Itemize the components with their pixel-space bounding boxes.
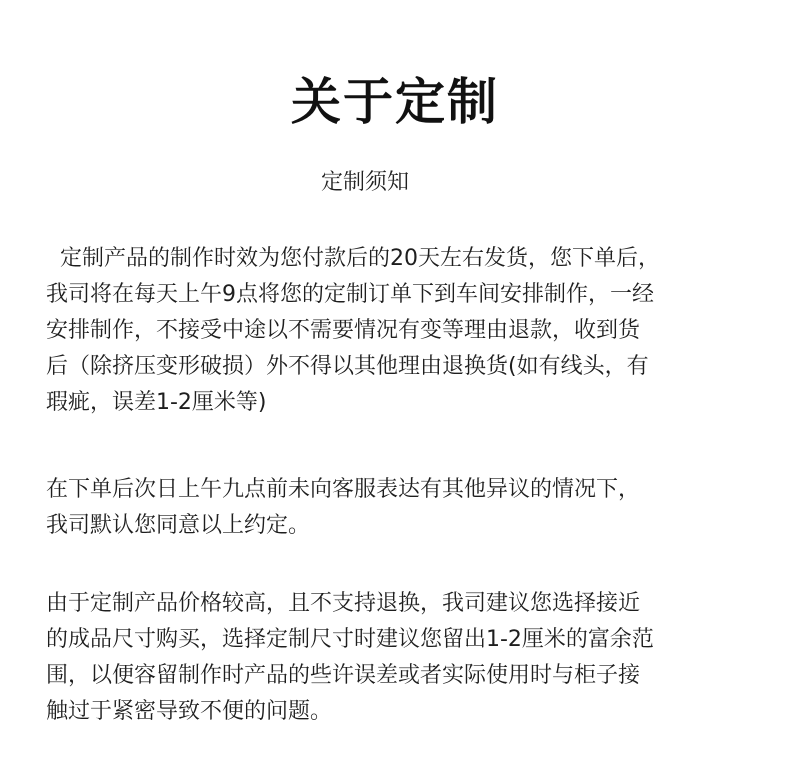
paragraph-line: 瑕疵，误差1-2厘米等) <box>46 390 267 415</box>
paragraph-line: 在下单后次日上午九点前未向客服表达有其他异议的情况下， <box>46 477 641 502</box>
page-title: 关于定制 <box>291 72 499 131</box>
section-subtitle: 定制须知 <box>320 170 409 195</box>
paragraph-line: 后（除挤压变形破损）外不得以其他理由退换货(如有线头，有 <box>46 354 649 379</box>
paragraph-production-time <box>46 241 750 421</box>
paragraph-line: 定制产品的制作时效为您付款后的20天左右发货，您下单后， <box>46 246 660 271</box>
paragraph-line: 我司将在每天上午9点将您的定制订单下到车间安排制作，一经 <box>46 282 654 307</box>
paragraph-line: 的成品尺寸购买，选择定制尺寸时建议您留出1-2厘米的富余范 <box>46 627 654 652</box>
paragraph-line: 触过于紧密导致不便的问题。 <box>46 699 333 724</box>
paragraph-size-advice <box>46 586 750 730</box>
paragraph-default-agreement <box>46 472 750 544</box>
paragraph-line: 由于定制产品价格较高，且不支持退换，我司建议您选择接近 <box>46 591 641 616</box>
paragraph-line: 我司默认您同意以上约定。 <box>46 513 311 538</box>
paragraph-line: 围，以便容留制作时产品的些许误差或者实际使用时与柜子接 <box>46 663 641 688</box>
paragraph-line: 安排制作，不接受中途以不需要情况有变等理由退款，收到货 <box>46 318 641 343</box>
